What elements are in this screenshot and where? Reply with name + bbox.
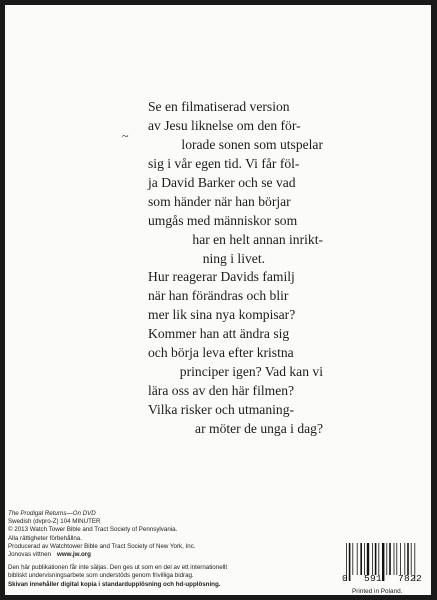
credits-block <box>8 510 308 589</box>
barcode-bar <box>352 543 353 575</box>
barcode-bar <box>389 543 391 575</box>
notice-line-bold: Skivan innehåller digital kopia i standardupplösning och hd-upplösning. <box>8 580 221 588</box>
barcode-bar <box>364 543 365 575</box>
blurb-line: Hur reagerar Davids familj <box>148 269 295 284</box>
blurb-line: när han förändras och blir <box>148 288 289 303</box>
blurb-line: Vilka risker och utmaning- <box>148 402 295 417</box>
blurb-line: Kommer han att ändra sig <box>148 326 290 341</box>
website-link[interactable]: www.jw.org <box>57 551 91 559</box>
barcode-bar <box>400 543 401 575</box>
blurb-line: har en helt annan inrikt- <box>192 232 323 247</box>
producer-line: Producerad av Watchtower Bible and Tract Society of New York, Inc. <box>8 542 196 550</box>
blurb-line: och börja leva efter kristna <box>148 345 294 360</box>
dvd-back-cover <box>5 5 431 595</box>
notice-line: Den här publikationen får inte säljas. Den ges ut som en del av ett internationellt <box>8 564 228 572</box>
blurb-line: sig i vår egen tid. Vi får föl- <box>148 156 300 171</box>
blurb-line: ja David Barker och se vad <box>148 175 296 190</box>
barcode-bar <box>360 543 362 575</box>
barcode-digits <box>342 573 422 584</box>
barcode-bar <box>404 543 405 575</box>
blurb-line: Se en filmatiserad version <box>148 99 290 114</box>
barcode-bar <box>378 543 379 575</box>
barcode-bar <box>386 543 387 575</box>
publisher-line <box>8 551 308 559</box>
barcode-bar <box>357 543 358 575</box>
barcode-bar <box>372 543 373 575</box>
publisher-name: Jonovas vittnen <box>8 551 51 559</box>
blurb-line: umgås med människor som <box>148 213 298 228</box>
blurb-line: som händer när han börjar <box>148 194 291 209</box>
blurb-line: lorade sonen som utspelar <box>181 137 323 152</box>
barcode-bar <box>396 543 397 575</box>
rights-line: Alla rättigheter förbehållna. <box>8 534 82 542</box>
blurb-line: principer igen? Vad kan vi <box>179 364 323 379</box>
notice-line: bibliskt undervisningsarbete som understöds genom frivilliga bidrag. <box>8 572 194 580</box>
barcode-bar <box>407 543 409 575</box>
blurb-line: av Jesu liknelse om den för- <box>148 118 301 133</box>
barcode-digit-group: 591 <box>363 573 382 584</box>
blurb-line: ning i livet. <box>202 251 265 266</box>
barcode-bar <box>411 543 412 575</box>
barcode-digit-group: 0 <box>342 573 349 584</box>
barcode-bar <box>375 543 377 575</box>
margin-mark: ~ <box>122 129 129 143</box>
blurb-paragraph-1 <box>148 97 323 268</box>
barcode-bar <box>394 543 395 575</box>
blurb-paragraph-2 <box>148 267 323 438</box>
copyright-line: © 2013 Watch Tower Bible and Tract Society of Pennsylvania. <box>8 526 178 534</box>
blurb-line: mer lik sina nya kompisar? <box>148 307 296 322</box>
language-code: Swedish (dvpro-Z) 104 MINUTER <box>8 518 101 526</box>
blurb-line: lära oss av den här filmen? <box>148 383 295 398</box>
printed-in-label: Printed in Poland. <box>352 588 403 595</box>
blurb-line: ar möter de unga i dag? <box>195 421 323 436</box>
barcode-bar <box>367 543 369 575</box>
barcode-digit-group: 7822 <box>397 573 422 584</box>
dvd-title: The Prodigal Returns—On DVD <box>8 510 96 517</box>
